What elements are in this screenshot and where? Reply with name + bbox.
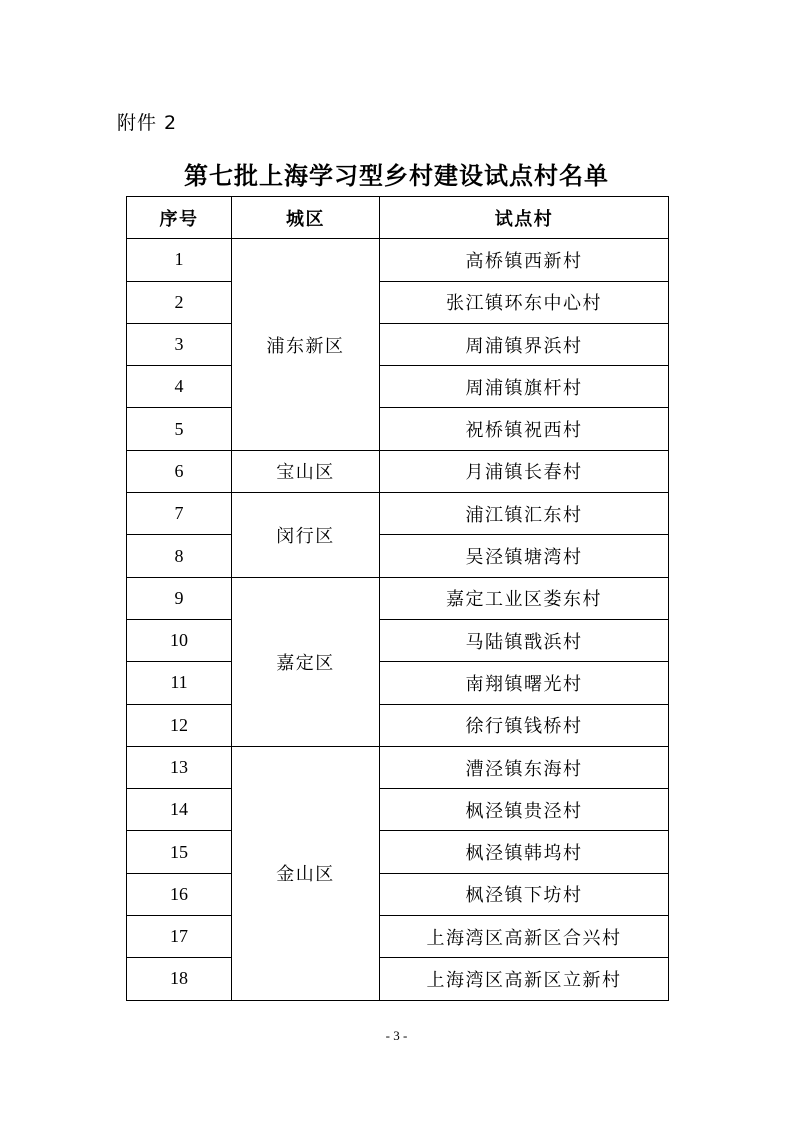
village-cell: 漕泾镇东海村 — [380, 746, 669, 788]
district-cell: 闵行区 — [232, 493, 380, 578]
header-seq: 序号 — [127, 197, 232, 239]
district-cell: 金山区 — [232, 746, 380, 1000]
table-header-row — [127, 197, 669, 239]
village-cell: 周浦镇界浜村 — [380, 323, 669, 365]
header-village: 试点村 — [380, 197, 669, 239]
row-seq: 3 — [127, 323, 232, 365]
row-seq: 17 — [127, 916, 232, 958]
district-cell: 宝山区 — [232, 450, 380, 492]
row-seq: 8 — [127, 535, 232, 577]
row-seq: 16 — [127, 873, 232, 915]
row-seq: 6 — [127, 450, 232, 492]
village-cell: 上海湾区高新区立新村 — [380, 958, 669, 1000]
village-cell: 高桥镇西新村 — [380, 239, 669, 281]
table-row — [127, 408, 669, 450]
table-row — [127, 450, 669, 492]
village-cell: 月浦镇长春村 — [380, 450, 669, 492]
table-row — [127, 662, 669, 704]
table-row — [127, 746, 669, 788]
village-cell: 马陆镇戬浜村 — [380, 619, 669, 661]
row-seq: 1 — [127, 239, 232, 281]
document-title: 第七批上海学习型乡村建设试点村名单 — [184, 161, 609, 190]
row-seq: 11 — [127, 662, 232, 704]
table-row — [127, 704, 669, 746]
row-seq: 5 — [127, 408, 232, 450]
village-cell: 枫泾镇韩坞村 — [380, 831, 669, 873]
row-seq: 9 — [127, 577, 232, 619]
village-cell: 嘉定工业区娄东村 — [380, 577, 669, 619]
table-row — [127, 323, 669, 365]
table-row — [127, 239, 669, 281]
village-cell: 祝桥镇祝西村 — [380, 408, 669, 450]
row-seq: 4 — [127, 366, 232, 408]
table-row — [127, 873, 669, 915]
header-district: 城区 — [232, 197, 380, 239]
table-row — [127, 831, 669, 873]
village-cell: 徐行镇钱桥村 — [380, 704, 669, 746]
village-cell: 周浦镇旗杆村 — [380, 366, 669, 408]
row-seq: 14 — [127, 789, 232, 831]
village-cell: 枫泾镇贵泾村 — [380, 789, 669, 831]
table-row — [127, 789, 669, 831]
village-cell: 南翔镇曙光村 — [380, 662, 669, 704]
table-row — [127, 366, 669, 408]
row-seq: 7 — [127, 493, 232, 535]
page-number: - 3 - — [385, 1028, 408, 1043]
table-row — [127, 577, 669, 619]
village-cell: 浦江镇汇东村 — [380, 493, 669, 535]
village-cell: 枫泾镇下坊村 — [380, 873, 669, 915]
table-row — [127, 958, 669, 1000]
row-seq: 10 — [127, 619, 232, 661]
district-cell: 浦东新区 — [232, 239, 380, 450]
row-seq: 18 — [127, 958, 232, 1000]
row-seq: 12 — [127, 704, 232, 746]
table-row — [127, 281, 669, 323]
village-cell: 上海湾区高新区合兴村 — [380, 916, 669, 958]
row-seq: 2 — [127, 281, 232, 323]
table-row — [127, 619, 669, 661]
attachment-label: 附件 2 — [117, 112, 178, 134]
table-row — [127, 535, 669, 577]
district-cell: 嘉定区 — [232, 577, 380, 746]
row-seq: 13 — [127, 746, 232, 788]
pilot-village-table — [126, 196, 669, 1001]
village-cell: 张江镇环东中心村 — [380, 281, 669, 323]
table-row — [127, 493, 669, 535]
table-row — [127, 916, 669, 958]
village-cell: 吴泾镇塘湾村 — [380, 535, 669, 577]
row-seq: 15 — [127, 831, 232, 873]
